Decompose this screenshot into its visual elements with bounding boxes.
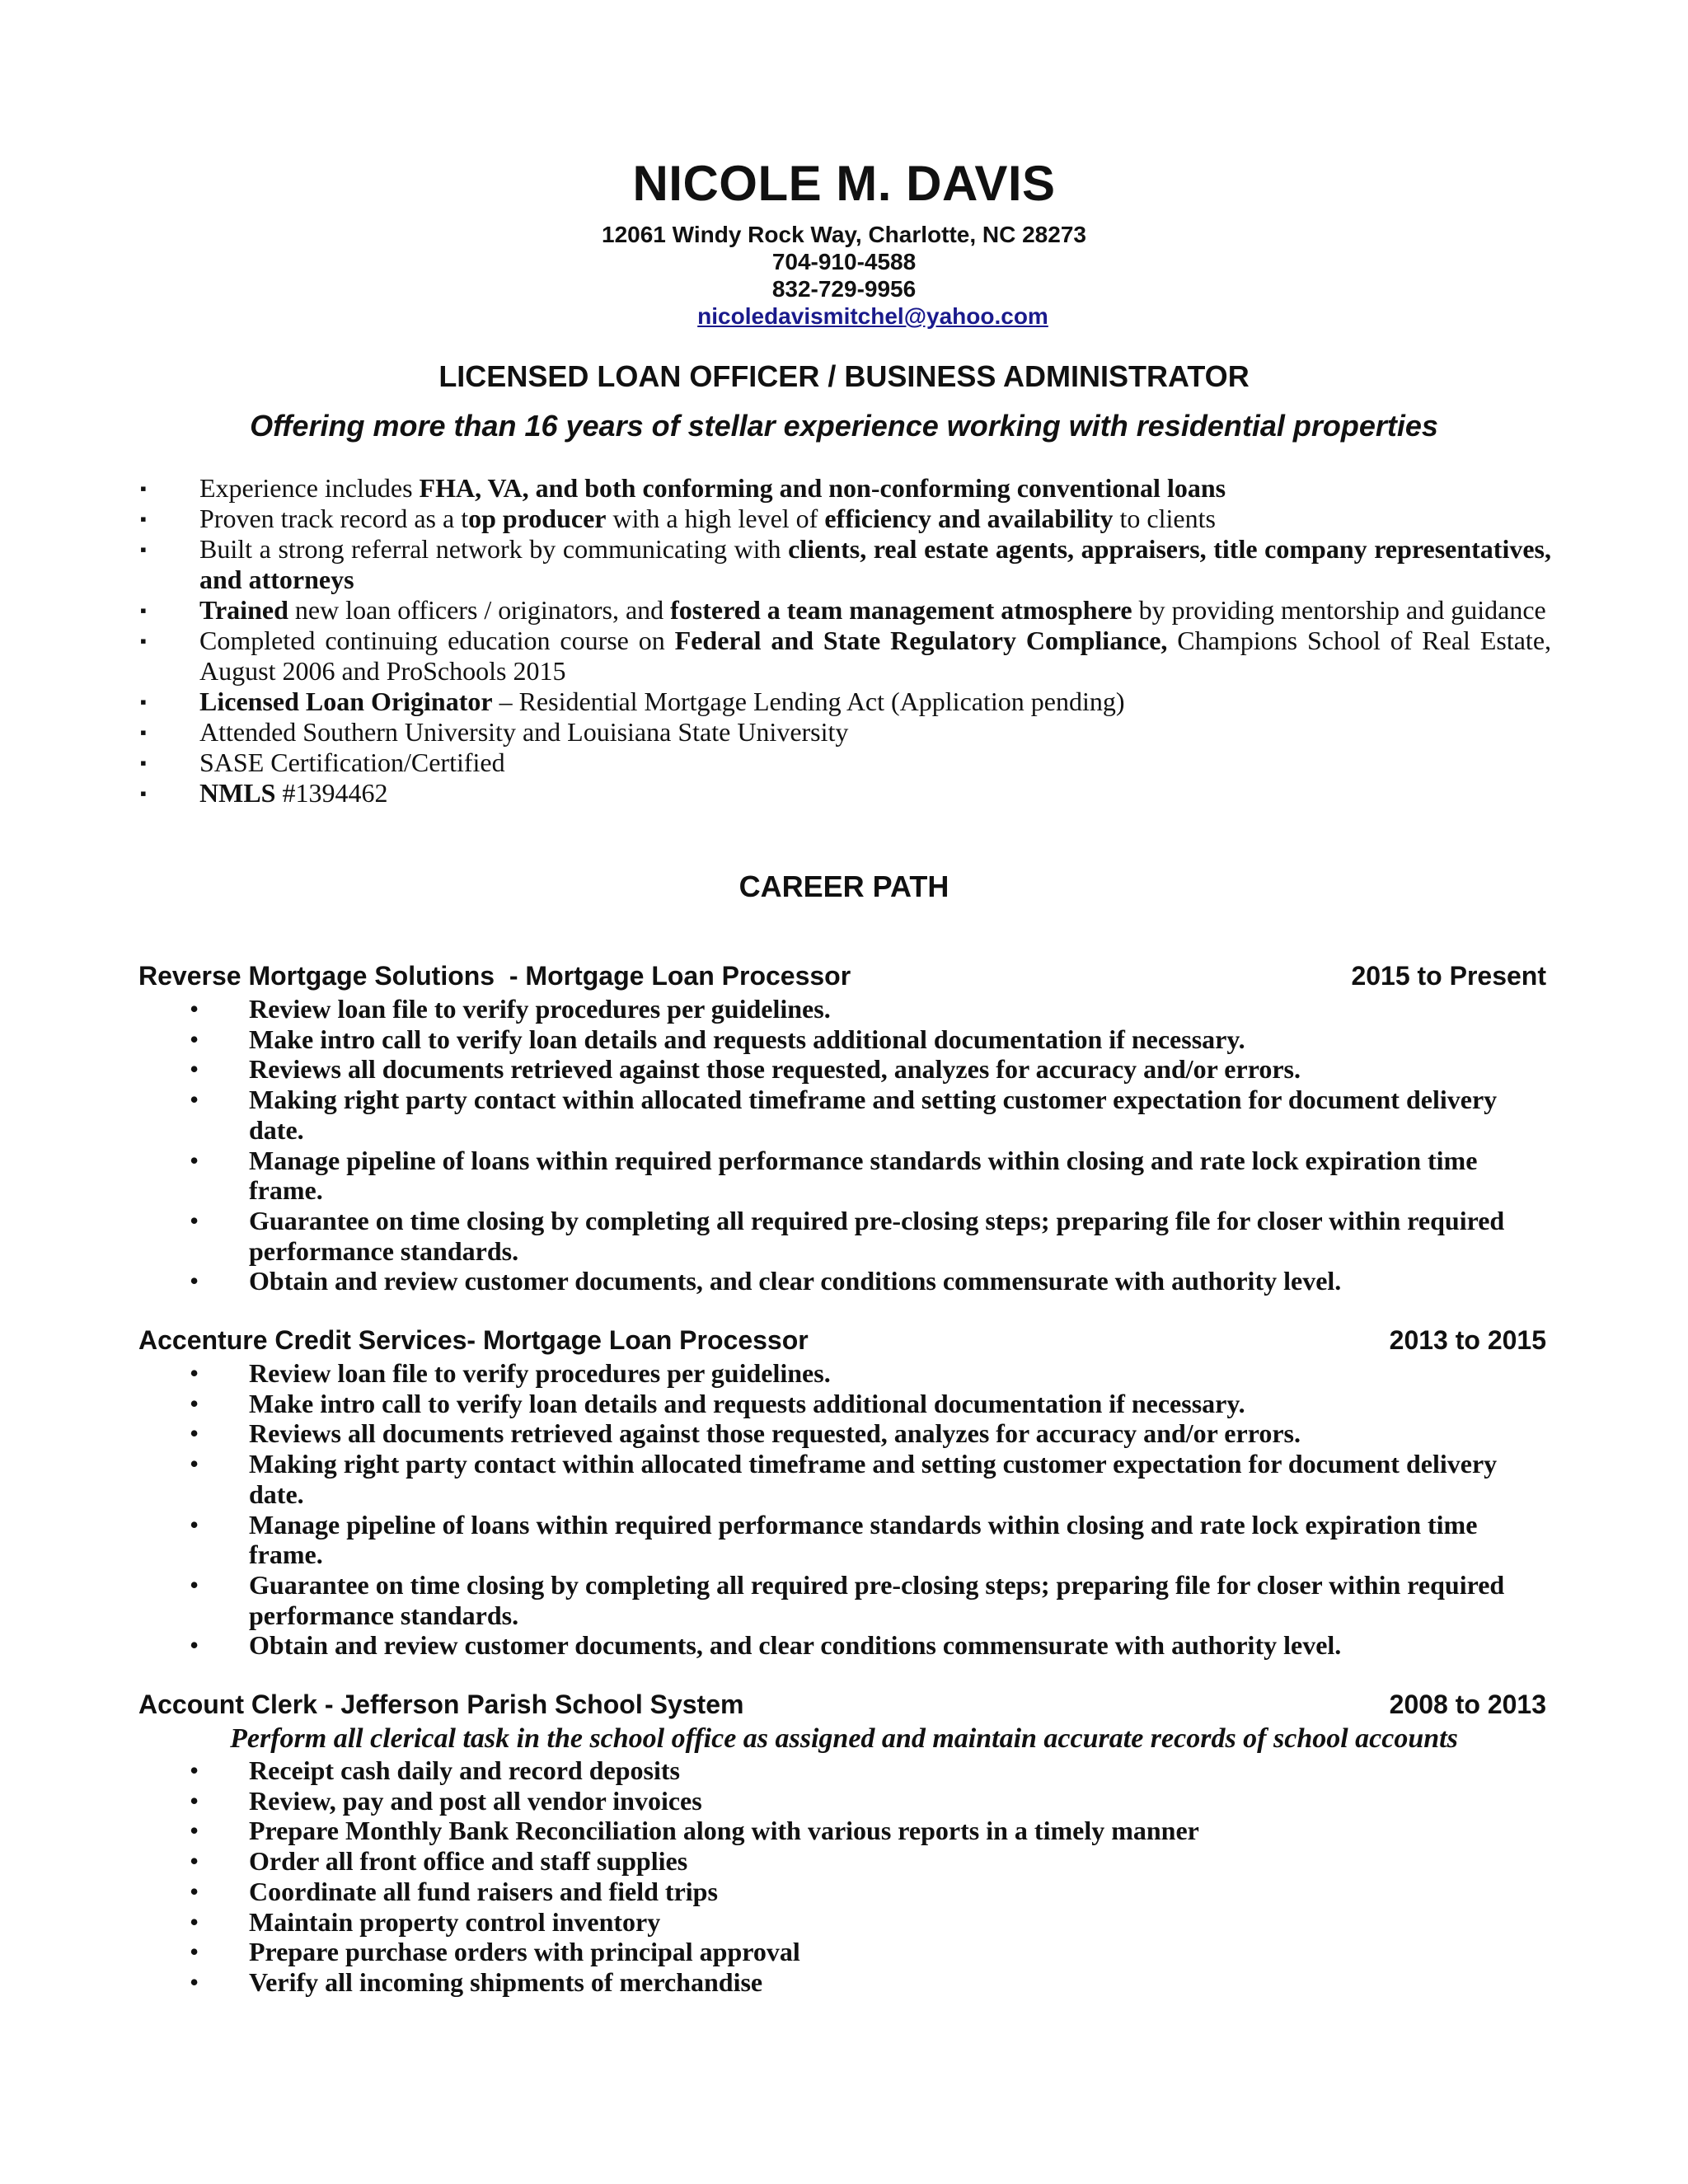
summary-text: to clients [1113,504,1216,533]
duty-text: Manage pipeline of loans within required performance standards within closing and rate lock expiration time frame. [249,1145,1478,1206]
duty-item [138,1786,1550,1816]
duty-text: Reviews all documents retrieved against those requested, analyzes for accuracy and/or errors. [249,1054,1301,1085]
duty-item [138,1630,1550,1661]
job-title: Reverse Mortgage Solutions - Mortgage Loan Processor [138,961,851,991]
bullet-icon: • [190,1846,199,1877]
summary-text: Completed continuing education course on [199,626,675,655]
bullet-icon: • [190,1418,199,1449]
duty-item [138,1846,1550,1877]
summary-text: Built a strong referral network by communicating with [199,534,789,564]
summary-item [140,717,1551,748]
duty-item [138,1206,1550,1266]
job-summary: Perform all clerical task in the school office as assigned and maintain accurate records of school accounts [230,1723,1458,1754]
summary-text: Attended Southern University and Louisiana State University [199,717,849,747]
summary-highlight: FHA, VA, and both conforming and non-conforming conventional loans [419,473,1226,503]
candidate-name: NICOLE M. DAVIS [632,156,1056,211]
duty-text: Review, pay and post all vendor invoices [249,1785,702,1816]
address: 12061 Windy Rock Way, Charlotte, NC 28273 [602,222,1086,247]
summary-text: – Residential Mortgage Lending Act (Application pending) [492,687,1125,716]
duty-text: Verify all incoming shipments of merchandise [249,1966,763,1997]
duty-item [138,1389,1550,1419]
bullet-icon: • [190,1024,199,1054]
duty-list [138,1755,1550,1998]
duty-text: Guarantee on time closing by completing all required pre-closing steps; preparing file for closer within required performance standards. [249,1205,1505,1266]
summary-list [140,473,1551,808]
duty-text: Obtain and review customer documents, and clear conditions commensurate with authority level. [249,1266,1342,1296]
duty-text: Reviews all documents retrieved against those requested, analyzes for accuracy and/or errors. [249,1418,1301,1449]
summary-text: new loan officers / originators, and [288,595,671,625]
duty-text: Prepare purchase orders with principal approval [249,1937,800,1967]
duty-item [138,1418,1550,1449]
duty-item [138,1570,1550,1630]
summary-item [140,473,1551,504]
bullet-icon: • [190,1388,199,1418]
duty-text: Make intro call to verify loan details and requests additional documentation if necessary. [249,1024,1245,1054]
bullet-icon: • [190,1145,199,1175]
summary-highlight: op producer [468,504,607,533]
job-dates: 2013 to 2015 [1389,1325,1546,1355]
bullet-icon: • [190,1085,199,1115]
summary-text: with a high level of [606,504,825,533]
summary-item [140,595,1551,626]
bullet-icon: • [190,1449,199,1479]
duty-text: Make intro call to verify loan details and requests additional documentation if necessary. [249,1388,1245,1418]
summary-item [140,504,1551,534]
summary-item [140,687,1551,717]
bullet-icon: • [190,1509,199,1540]
duty-text: Prepare Monthly Bank Reconciliation along with various reports in a timely manner [249,1816,1199,1846]
duty-item [138,1146,1550,1206]
duty-text: Coordinate all fund raisers and field trips [249,1876,718,1906]
summary-item [140,534,1551,595]
bullet-icon: ▪ [140,539,147,560]
duty-item [138,1967,1550,1998]
duty-text: Receipt cash daily and record deposits [249,1755,680,1785]
bullet-icon: • [190,1755,199,1785]
bullet-icon: ▪ [140,478,147,499]
duty-item [138,1816,1550,1846]
job-dates: 2008 to 2013 [1389,1690,1546,1719]
duty-list [138,994,1550,1296]
duty-item [138,994,1550,1024]
summary-highlight: Federal and State Regulatory Compliance, [674,626,1168,655]
duty-list [138,1358,1550,1661]
summary-highlight: Licensed Loan Originator [199,687,493,716]
job-title: Account Clerk - Jefferson Parish School System [138,1690,744,1719]
summary-highlight: Trained [199,595,288,625]
bullet-icon: • [190,994,199,1024]
summary-text: SASE Certification/Certified [199,748,505,777]
job-entry [138,961,1550,1296]
bullet-icon: • [190,1816,199,1846]
duty-item [138,1510,1550,1570]
duty-text: Maintain property control inventory [249,1906,661,1937]
professional-headline: LICENSED LOAN OFFICER / BUSINESS ADMINISTRATOR [438,359,1250,393]
duty-item [138,1937,1550,1967]
phone-secondary: 832-729-9956 [771,276,917,302]
job-header [138,1325,1550,1358]
duty-item [138,1907,1550,1938]
bullet-icon: • [190,1358,199,1388]
duty-text: Obtain and review customer documents, and clear conditions commensurate with authority level. [249,1630,1342,1661]
duty-text: Making right party contact within allocated timeframe and setting customer expectation for document delivery date. [249,1449,1498,1509]
bullet-icon: • [190,1630,199,1661]
duty-text: Manage pipeline of loans within required performance standards within closing and rate lock expiration time frame. [249,1509,1478,1570]
professional-tagline: Offering more than 16 years of stellar experience working with residential properties [250,409,1438,443]
duty-text: Review loan file to verify procedures per guidelines. [249,994,831,1024]
duty-item [138,1755,1550,1786]
job-header [138,1690,1550,1722]
duty-text: Guarantee on time closing by completing all required pre-closing steps; preparing file for closer within required performance standards. [249,1569,1505,1630]
summary-text: Champions School of Real Estate, August 2006 and ProSchools 2015 [199,626,1552,686]
bullet-icon: • [190,1906,199,1937]
duty-text: Review loan file to verify procedures per guidelines. [249,1358,831,1388]
bullet-icon: ▪ [140,630,147,651]
bullet-icon: • [190,1569,199,1600]
bullet-icon: • [190,1785,199,1816]
bullet-icon: ▪ [140,783,147,804]
phone-primary: 704-910-4588 [771,249,917,274]
summary-highlight: efficiency and availability [824,504,1114,533]
email-link[interactable]: nicoledavismitchel@yahoo.com [697,303,1048,329]
duty-item [138,1054,1550,1085]
duty-text: Making right party contact within allocated timeframe and setting customer expectation for document delivery date. [249,1085,1498,1145]
bullet-icon: • [190,1937,199,1967]
summary-text: #1394462 [275,778,388,808]
duty-item [138,1877,1550,1907]
job-dates: 2015 to Present [1351,961,1546,991]
duty-text: Order all front office and staff supplies [249,1846,688,1877]
summary-item [140,748,1551,778]
summary-highlight: clients, real estate agents, appraisers, title company representatives, and attorneys [199,534,1552,594]
job-header [138,961,1550,994]
duty-item [138,1085,1550,1145]
bullet-icon: ▪ [140,509,147,529]
bullet-icon: • [190,1876,199,1906]
bullet-icon: ▪ [140,722,147,743]
summary-text: Proven track record as a t [199,504,469,533]
career-path-heading: CAREER PATH [738,869,950,903]
bullet-icon: ▪ [140,600,147,621]
bullet-icon: • [190,1266,199,1296]
job-entry [138,1325,1550,1661]
summary-highlight: NMLS [199,778,276,808]
job-title: Accenture Credit Services- Mortgage Loan Processor [138,1325,809,1355]
summary-text: by providing mentorship and guidance [1132,595,1546,625]
duty-item [138,1358,1550,1389]
job-entry [138,1690,1550,1998]
bullet-icon: ▪ [140,691,147,712]
bullet-icon: • [190,1966,199,1997]
bullet-icon: • [190,1054,199,1085]
bullet-icon: ▪ [140,752,147,773]
duty-item [138,1266,1550,1296]
summary-item [140,626,1551,687]
duty-item [138,1024,1550,1055]
summary-text: Experience includes [199,473,420,503]
duty-item [138,1449,1550,1509]
bullet-icon: • [190,1205,199,1235]
summary-item [140,778,1551,808]
summary-highlight: fostered a team management atmosphere [670,595,1132,625]
